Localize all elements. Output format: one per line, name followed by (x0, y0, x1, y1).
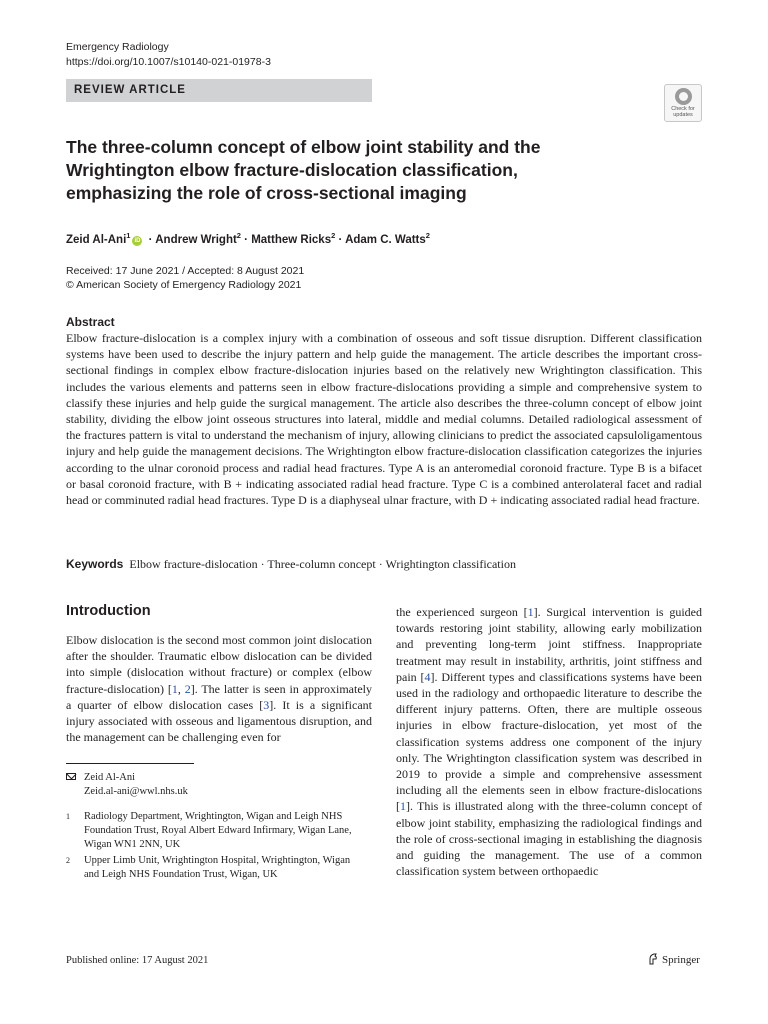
citation-link[interactable]: 1 (527, 605, 534, 619)
affiliation-number: 1 (66, 812, 70, 821)
author-name[interactable]: Zeid Al-Ani (66, 233, 127, 246)
paragraph-text: ]. This is illustrated along with the three-column concept of elbow joint stability, emphasizing the radiological findings and the role of cross-sectional imaging in establishing the diagnosis and guiding the management. The use of a common classification system between orthopaedic (396, 799, 702, 879)
orcid-icon[interactable]: iD (134, 237, 141, 244)
springer-horse-icon (648, 953, 658, 965)
keywords-text: Elbow fracture-dislocation · Three-column concept · Wrightington classification (129, 557, 516, 571)
author-separator: · (240, 233, 252, 246)
citation-link[interactable]: 4 (424, 669, 431, 684)
paragraph-text: Elbow dislocation is the second most common joint dislocation after the shoulder. Traumatic elbow dislocation can be divided into simple (dislocation without fracture) or complex (elbow fracture-dislocation) [ (66, 633, 372, 696)
author-separator: · (335, 233, 346, 246)
citation-link[interactable]: 3 (263, 697, 270, 712)
abstract-text: Elbow fracture-dislocation is a complex injury with a combination of osseous and soft tissue disruption. Different classification systems have been used to describe the injury pattern and help guide the management. The article describes the important cross-sectional findings in complex elbow fracture-dislocation injuries based on the relatively new Wrightington classification. This includes the various elements and patterns seen in elbow fracture-dislocations providing a simple and comprehensive system to classify these injuries and help guide the surgical management. The article also describes the three-column concept of elbow joint stability, dividing the elbow joint osseous structures into lateral, middle and medial columns. Detailed radiological assessment of the fractures pattern is vital to understand the mechanism of injury, allowing clinicians to predict the associated capsuloligamentous injury and help guide the management decisions. The Wrightington elbow fracture-dislocation classification categorizes the injuries according to the ulnar coronoid process and radial head fractures. Type A is an anteromedial coronoid fracture. Type B is a bifacet or basal coronoid fracture, with B + indicating associated radial head fracture. Type C is a combined anterolateral facet and radial head or comminuted radial head fractures. Type D is a diaphyseal ulnar fracture, with D + indicating associated radial head fracture. (66, 331, 702, 508)
citation-link[interactable]: 1 (400, 799, 406, 814)
publisher-logo (648, 952, 700, 968)
published-online-date: Published online: 17 August 2021 (66, 955, 209, 966)
paragraph-text: the experienced surgeon [ (396, 605, 528, 619)
author-affiliation-marker: 1 (126, 231, 131, 240)
corresponding-author-email[interactable]: Zeid.al-ani@wwl.nhs.uk (84, 786, 188, 797)
keywords (66, 556, 516, 572)
author-name[interactable]: Adam C. Watts (345, 233, 426, 246)
envelope-icon (66, 773, 76, 780)
article-title: The three-column concept of elbow joint stability and the Wrightington elbow fracture-dislocation classification, emphasizing the role of cross-sectional imaging (66, 137, 541, 203)
keywords-label: Keywords (66, 557, 124, 571)
publisher-name: Springer (662, 954, 700, 966)
citation-link[interactable]: 1 (171, 681, 178, 696)
affiliation-text: Upper Limb Unit, Wrightington Hospital, Wrightington, Wigan and Leigh NHS Foundation Trust, Wigan, UK (84, 855, 351, 880)
author-separator: · (145, 233, 156, 246)
author-affiliation-marker: 2 (236, 231, 241, 240)
check-for-updates-badge[interactable] (664, 84, 702, 122)
paragraph-text: ]. Different types and classifications systems have been used in the radiology and orthopaedic literature to describe the different injury patterns. Often, there are multiple osseous injuries in elbow fracture-dislocation, yet most of the classification systems address one component of the injury only. The Wrightington classification system was described in 2019 to provide a simple and comprehensive assessment including all the elements seen in elbow fracture-dislocations [ (396, 669, 703, 814)
introduction-paragraph-right (396, 604, 702, 879)
paragraph-text: ]. Surgical intervention is guided towards restoring joint stability, allowing early mobilization and preventing long-term joint stiffness. Inappropriate treatment may result in instability, arthritis, joint stiffness and pain [ (396, 605, 702, 684)
paragraph-text: ]. It is a significant injury associated with osseous and ligamentous disruption, and the management can be challenging even for (66, 697, 372, 745)
affiliation-number: 2 (66, 856, 70, 865)
received-accepted-dates: Received: 17 June 2021 / Accepted: 8 August 2021 (66, 265, 305, 277)
citation-link[interactable]: 2 (184, 681, 191, 696)
author-list (66, 228, 430, 248)
introduction-heading: Introduction (66, 603, 151, 619)
footnote-divider (66, 763, 194, 764)
paragraph-text: ]. The latter is seen in approximately a quarter of elbow dislocation cases [ (66, 681, 372, 712)
author-name[interactable]: Andrew Wright (155, 233, 237, 246)
journal-name: Emergency Radiology (66, 41, 169, 53)
copyright-notice: © American Society of Emergency Radiology 2021 (66, 279, 302, 291)
article-type-banner: REVIEW ARTICLE (66, 79, 372, 102)
author-affiliation-marker: 2 (331, 231, 336, 240)
paragraph-text: , (177, 681, 185, 696)
author-name[interactable]: Matthew Ricks (251, 233, 332, 246)
abstract-heading: Abstract (66, 315, 115, 329)
affiliation-text: Radiology Department, Wrightington, Wigan and Leigh NHS Foundation Trust, Royal Albert Edward Infirmary, Wigan Lane, Wigan WN1 2NN, UK (84, 811, 352, 850)
introduction-paragraph-left (66, 632, 372, 745)
author-affiliation-marker: 2 (425, 231, 430, 240)
corresponding-author-name: Zeid Al-Ani (84, 772, 136, 783)
check-updates-icon (675, 88, 692, 105)
check-updates-label: Check for updates (671, 106, 695, 118)
doi-link[interactable]: https://doi.org/10.1007/s10140-021-01978-3 (66, 56, 271, 68)
